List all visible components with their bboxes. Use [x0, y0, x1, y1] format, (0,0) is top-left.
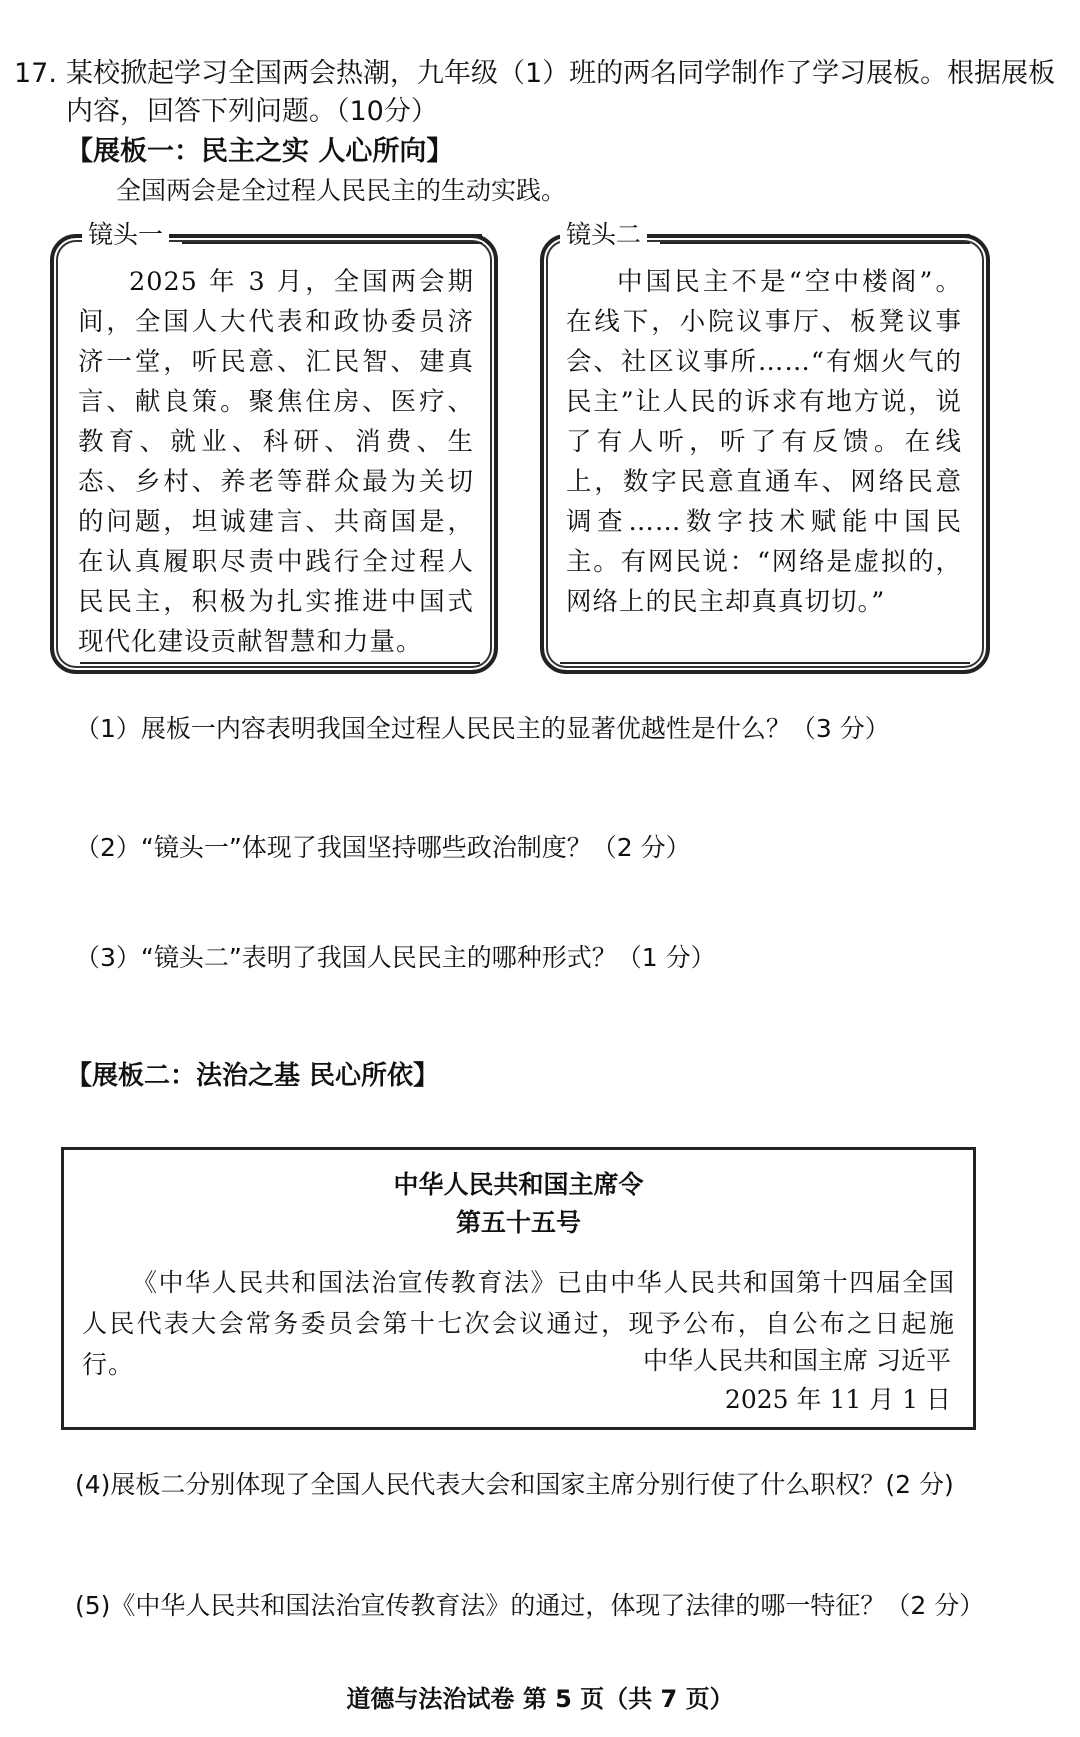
decree-signature: 中华人民共和国主席 习近平 [643, 1346, 951, 1375]
lens2-top-ornament [660, 234, 970, 244]
sub-question-2: （2）“镜头一”体现了我国坚持哪些政治制度？（2 分） [75, 833, 691, 862]
lens1-top-ornament [182, 234, 482, 244]
lens1-title: 镜头一 [82, 220, 169, 250]
lens2-title: 镜头二 [560, 220, 647, 250]
question-number: 17. [14, 58, 57, 89]
question-stem-line1: 某校掀起学习全国两会热潮，九年级（1）班的两名同学制作了学习展板。根据展板 [66, 58, 1056, 89]
lens1-text: 2025 年 3 月，全国两会期间，全国人大代表和政协委员济济一堂，听民意、汇民智、建真言、献良策。聚焦住房、医疗、教育、就业、科研、消费、生态、乡村、养老等群众最为关切的问题，坦诚建言、共商国是，在认真履职尽责中践行全过程人民民主，积极为扎实推进中国式现代化建设贡献智慧和力量。 [78, 267, 474, 657]
page-footer: 道德与法治试卷 第 5 页（共 7 页） [346, 1685, 734, 1713]
decree-box [61, 1147, 976, 1430]
board1-intro: 全国两会是全过程人民民主的生动实践。 [116, 176, 567, 205]
decree-date: 2025 年 11 月 1 日 [724, 1385, 951, 1414]
board1-title: 【展板一：民主之实 人心所向】 [66, 136, 454, 167]
decree-heading: 中华人民共和国主席令 [393, 1170, 644, 1199]
lens2-text: 中国民主不是“空中楼阁”。在线下，小院议事厅、板凳议事会、社区议事所……“有烟火气的民主”让人民的诉求有地方说，说了有人听，听了有反馈。在线上，数字民意直通车、网络民意调查……数字技术赋能中国民主。有网民说：“网络是虚拟的，网络上的民主却真真切切。” [566, 267, 962, 617]
question-stem-line2: 内容，回答下列问题。（10分） [66, 96, 438, 127]
sub-question-1: （1）展板一内容表明我国全过程人民民主的显著优越性是什么？（3 分） [75, 714, 890, 743]
board2-title: 【展板二：法治之基 民心所依】 [66, 1061, 440, 1091]
sub-question-5: (5)《中华人民共和国法治宣传教育法》的通过，体现了法律的哪一特征？（2 分） [75, 1591, 985, 1620]
decree-body: 《中华人民共和国法治宣传教育法》已由中华人民共和国第十四届全国人民代表大会常务委员会第十七次会议通过，现予公布，自公布之日起施行。 [82, 1268, 955, 1379]
sub-question-3: （3）“镜头二”表明了我国人民民主的哪种形式？（1 分） [75, 943, 716, 972]
decree-number: 第五十五号 [455, 1208, 581, 1237]
lens1-bottom-ornament [80, 662, 480, 672]
sub-question-4: (4)展板二分别体现了全国人民代表大会和国家主席分别行使了什么职权？(2 分) [75, 1470, 954, 1499]
lens2-bottom-ornament [560, 662, 970, 672]
